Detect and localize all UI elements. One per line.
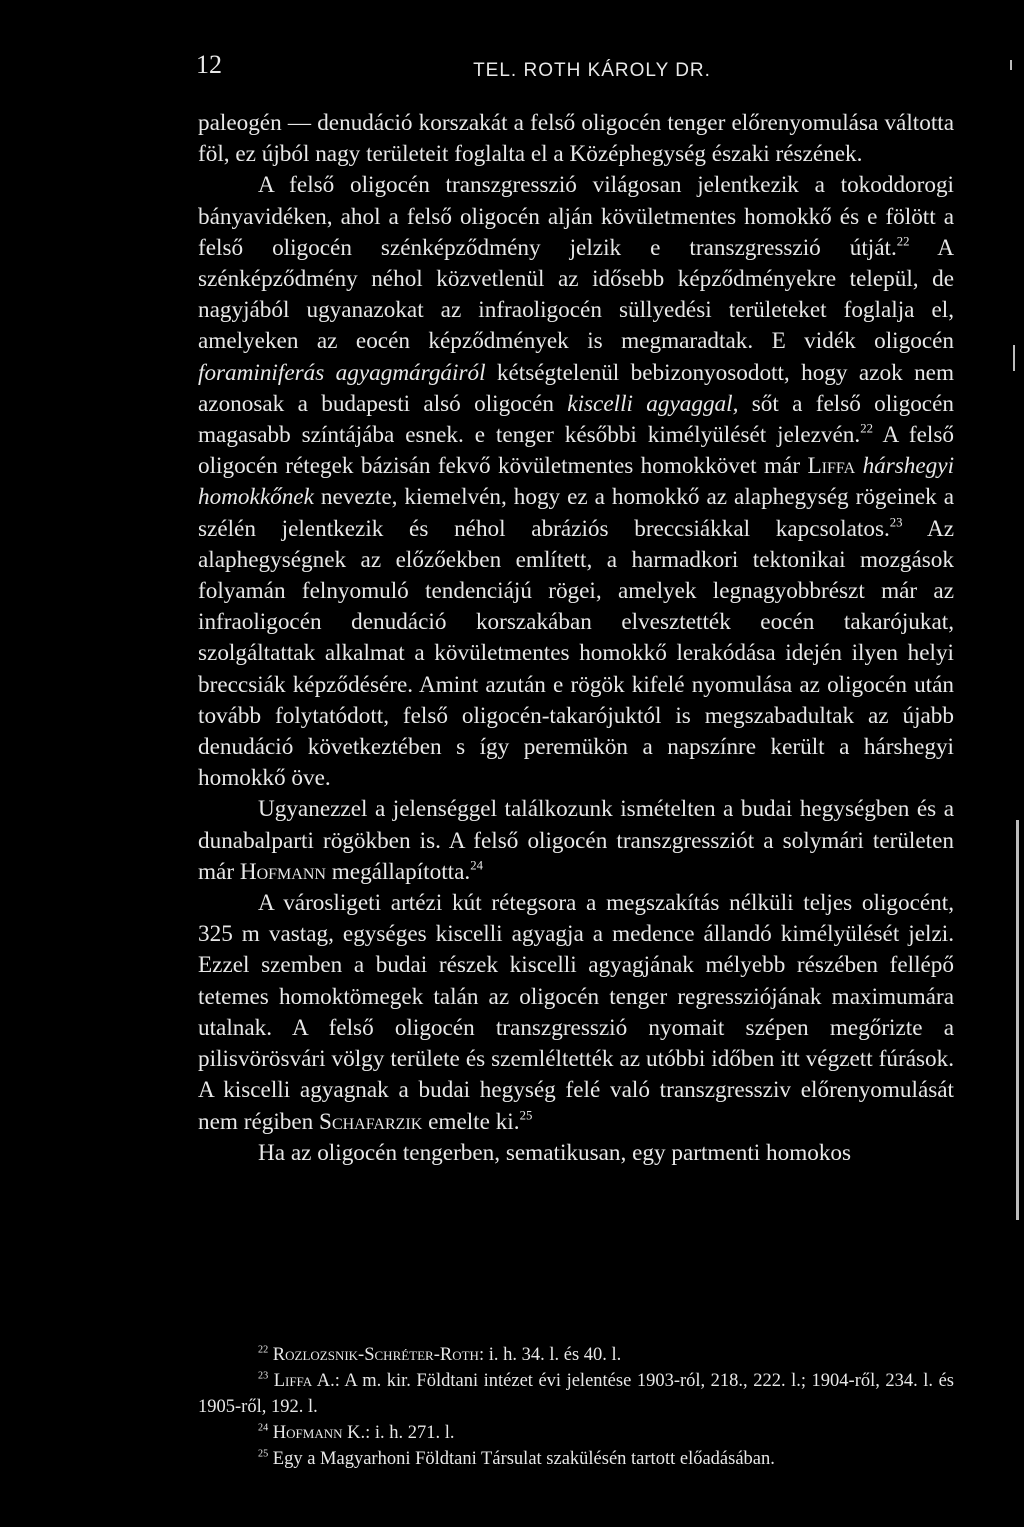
author-name: Rozlozsnik-Schréter-Roth [272,1345,479,1365]
paragraph [198,1138,954,1169]
author-name: Liffa [807,453,856,480]
text-run: emelte ki. [422,1108,520,1135]
text-run: nevezte, kiemelvén, hogy ez a homokkő az alaphegység rögeinek a szélén jelentkezik és néhol abráziós breccsiákkal kapcsolatos. [198,484,954,542]
author-name: Hofmann [272,1423,343,1443]
author-name: Schafarzik [319,1108,423,1135]
text-run: A szénképződmény néhol közvetlenül az idősebb képződményekre települ, de nagyjából ugyanazokat az infraoligocén süllyedési területeket foglalja el, amelyeken az eocén képződmények is megmaradtak. E vidék oligocén [198,234,955,355]
running-head: TEL. ROTH KÁROLY DR. [473,60,711,81]
paragraph [198,170,954,794]
footnote-reference: 24 [258,1422,269,1434]
text-run: Egy a Magyarhoni Földtani Társulat szakülésén tartott előadásában. [268,1449,775,1469]
text-run: paleogén — denudáció korszakát a felső oligocén tenger előrenyomulása váltotta föl, ez újból nagy területeit foglalta el a Középhegység északi részének. [198,110,954,168]
footnote-reference: 23 [258,1370,269,1382]
text-run: K.: i. h. 271. l. [342,1423,455,1443]
text-run: A.: A m. kir. Földtani intézet évi jelentése 1903-ról, 218., 222. l.; 1904-ről, 234. l. és 1905-ről, 192. l. [198,1371,954,1417]
footnote-reference: 25 [519,1107,533,1122]
footnote-reference: 22 [860,421,873,436]
text-run: A felső oligocén transzgresszió világosan jelentkezik a tokoddorogi bányavidéken, ahol a felső oligocén alján kövületmentes homokkő és e fölött a felső oligocén szénképződmény jelzik e transzgresszió útját. [198,172,954,261]
italic-term: foraminiferás agyagmárgáiról [198,359,486,386]
text-run: kétségtelenül bebizonyosodott, hogy azok nem azonosak a budapesti alsó oligocén [198,359,954,417]
footnote-reference: 23 [889,515,903,530]
text-run [855,453,862,479]
paragraph [198,888,954,1138]
footnote [198,1420,954,1446]
author-name: Liffa [273,1371,313,1391]
text-run: sőt a felső oligocén magasabb színtájába esnek. e tenger későbbi kimélyülését jelezvén. [198,390,954,449]
footnote-reference: 22 [896,234,910,249]
text-run: : i. h. 34. l. és 40. l. [478,1345,622,1365]
paragraph [198,108,954,170]
margin-mark [1010,60,1012,70]
italic-term: kiscelli agyaggal, [567,390,739,417]
footnote-reference: 24 [470,858,483,873]
text-run: Ugyanezzel a jelenséggel találkozunk ismételten a budai hegységben és a dunabalparti rögökben is. A felső oligocén transzgressziót a solymári területen már [198,796,954,885]
footnote [198,1446,954,1472]
footnotes [198,1342,954,1472]
text-run: Ha az oligocén tengerben, sematikusan, egy partmenti homokos [258,1139,852,1166]
text-run: megállapította. [325,858,471,885]
text-run: Az alaphegységnek az előzőekben említett, a harmadkori tektonikai mozgások folyamán felnyomuló tendenciájú rögei, amelyek legnagyobbrészt már az infraoligocén denudáció korszakában elvesztették eocén takarójukat, szolgáltattak alkalmat a kövületmentes homokkő lerakódása idején ilyen helyi breccsiák képződésére. Amint azután e rögök kifelé nyomulása az oligocén után tovább folytatódott, felső oligocén-takarójuktól is megszabadultak az újabb denudáció következtében s így peremükön a napszínre került a hárshegyi homokkő öve. [198,515,954,792]
text-run: A városligeti artézi kút rétegsora a megszakítás nélküli teljes oligocént, 325 m vastag, egységes kiscelli agyagja a medence állandó kimélyülését jelzi. Ezzel szemben a budai részek kiscelli agyagjának mélyebb részében fellépő tetemes homoktömegek talán az oligocén tenger regressziójának maximumára utalnak. A felső oligocén transzgresszió nyomait szépen megőrizte a pilisvörösvári völgy területe és szemléltették az utóbbi időben itt végzett fúrások. A kiscelli agyagnak a budai hegység felé való transzgressziv előrenyomulását nem régiben [198,890,954,1135]
page-number: 12 [196,50,222,79]
footnote-reference: 22 [258,1344,269,1356]
footnote-reference: 25 [258,1448,269,1460]
margin-mark [1013,345,1015,371]
author-name: Hofmann [239,858,326,885]
footnote [198,1342,954,1368]
italic-term: hárshegyi homokkőnek [198,453,955,511]
body-text [198,108,954,1169]
paragraph [198,794,954,888]
footnote [198,1368,954,1420]
text-run: A felső oligocén rétegek bázisán fekvő kövületmentes homokkövet már [198,422,954,480]
margin-mark [1016,820,1019,1220]
